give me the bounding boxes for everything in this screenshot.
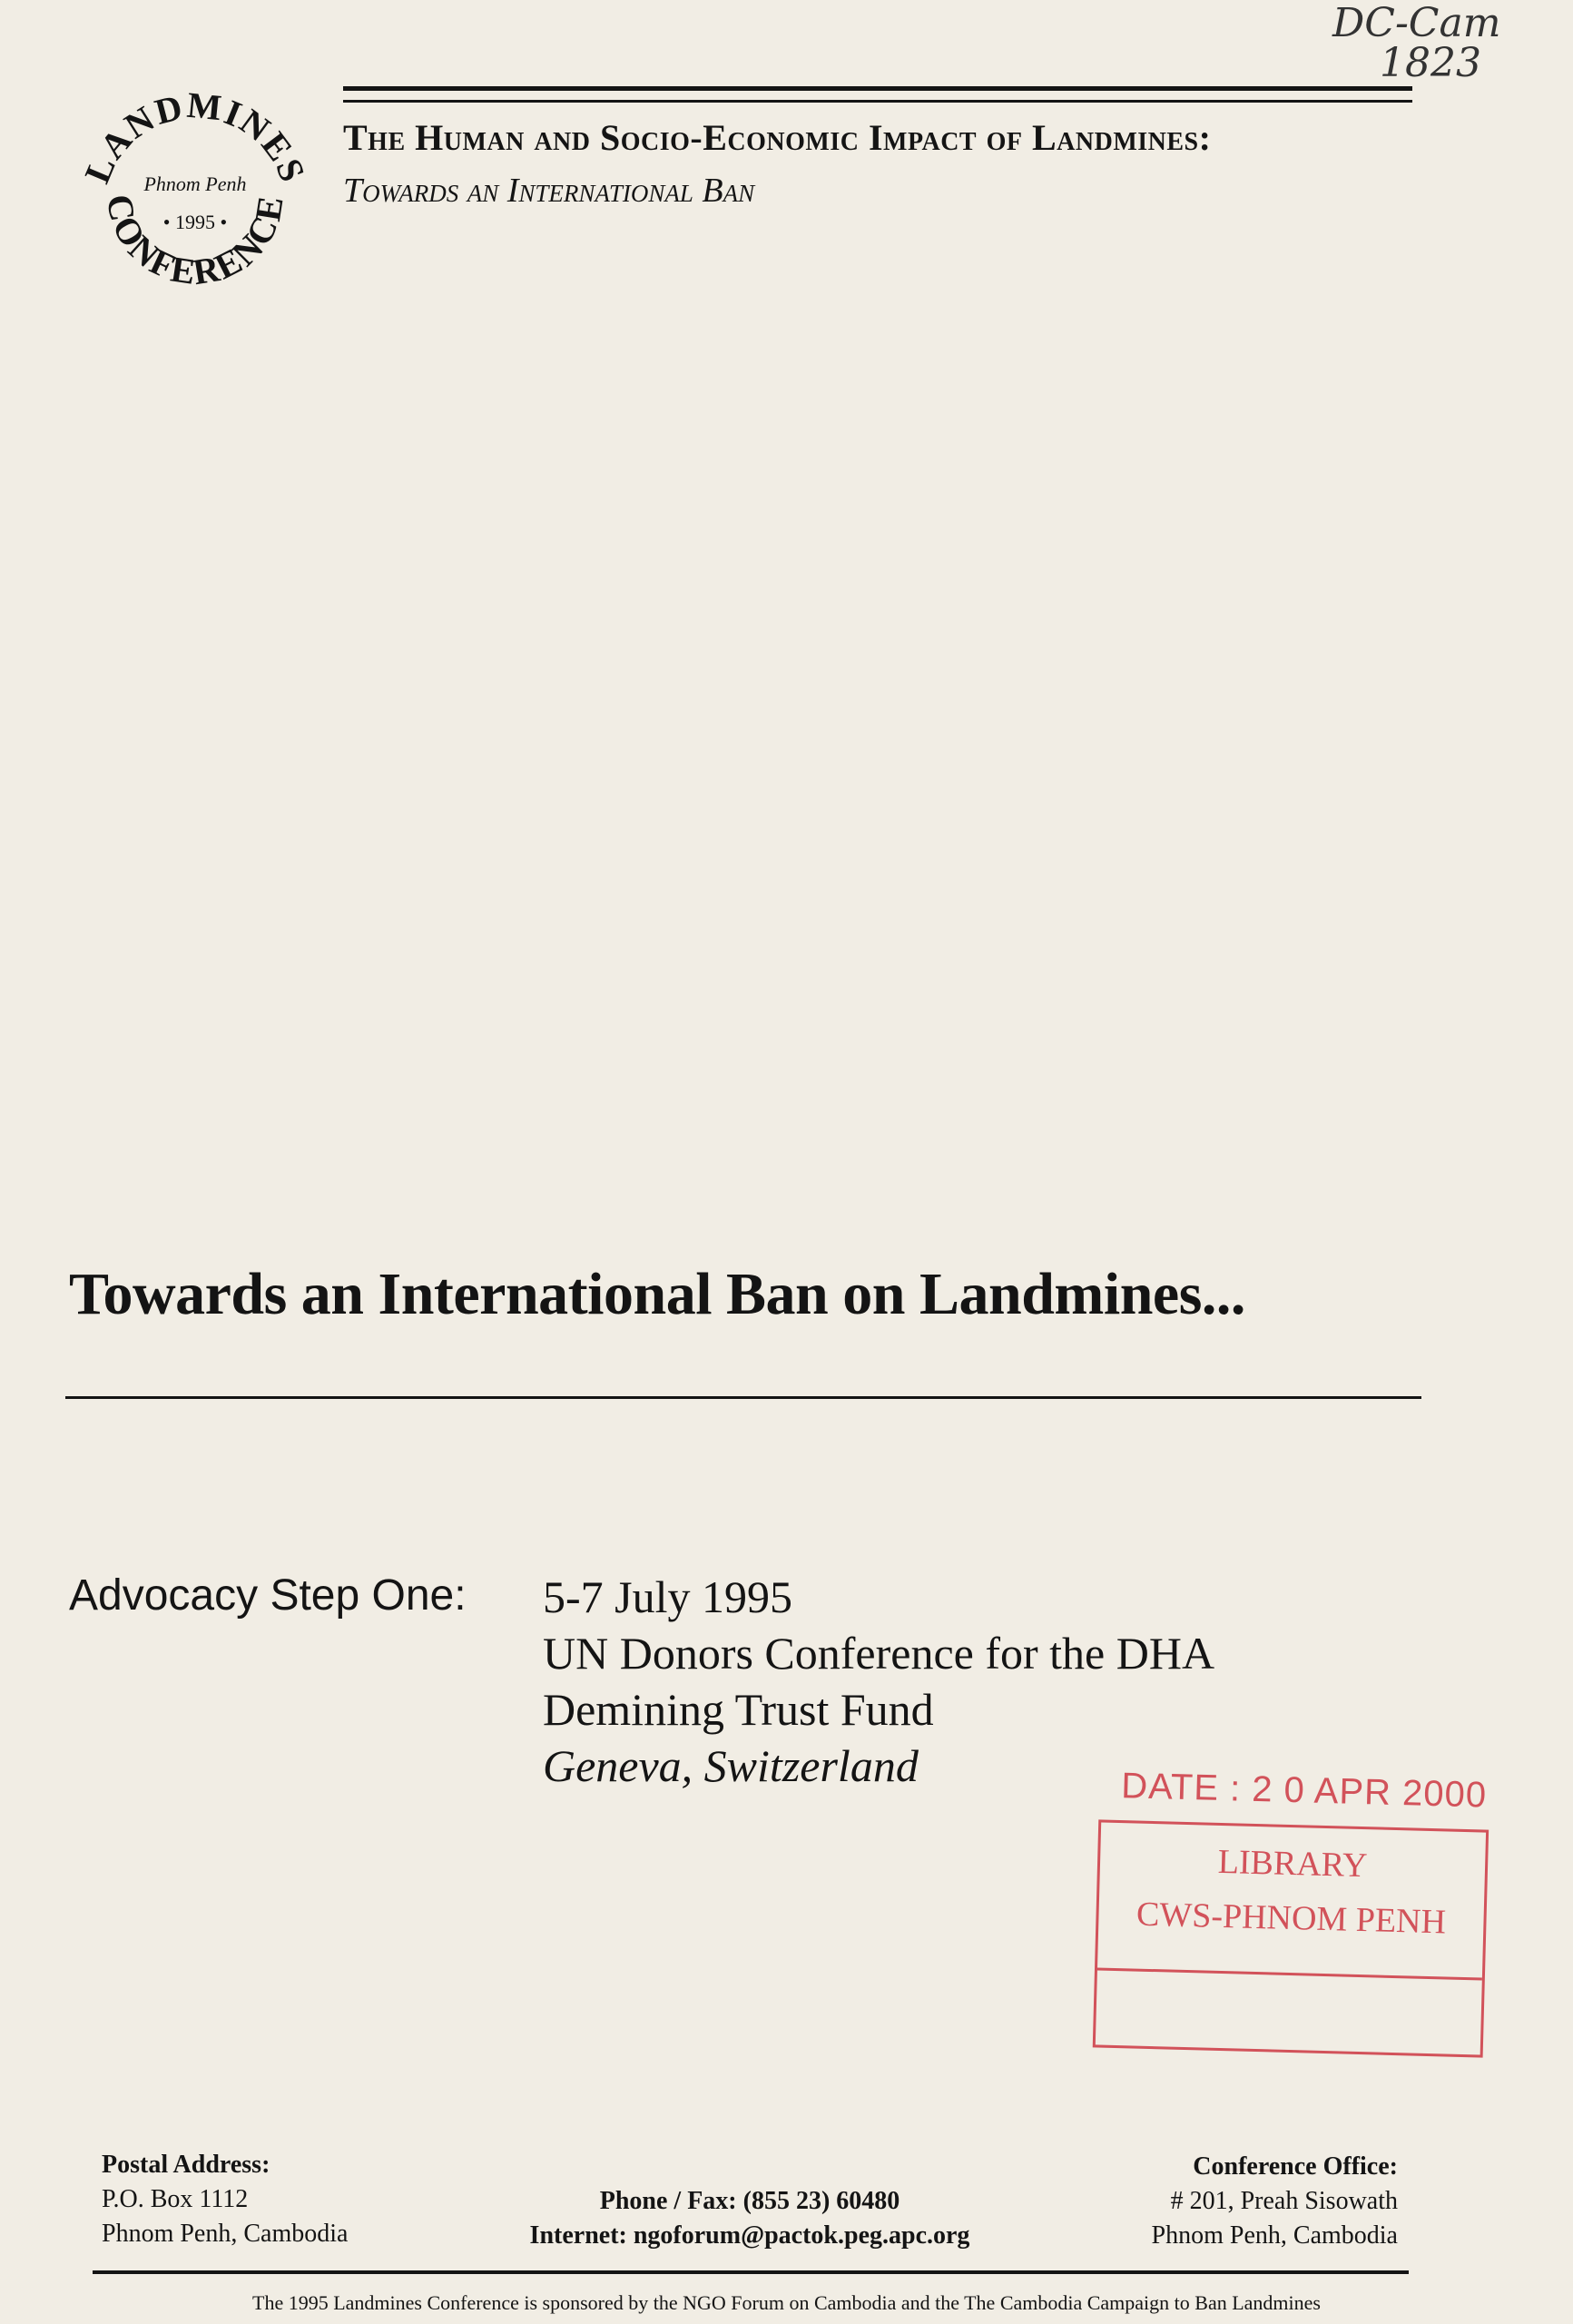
handwritten-note-line2: 1823 xyxy=(1380,40,1481,86)
advocacy-date: 5-7 July 1995 xyxy=(543,1571,792,1622)
postal-line1: P.O. Box 1112 xyxy=(102,2185,249,2213)
stamp-library: LIBRARY xyxy=(1217,1842,1368,1886)
stamp-frame xyxy=(1093,1819,1489,2057)
advocacy-label: Advocacy Step One: xyxy=(69,1571,467,1620)
contact-info xyxy=(514,2184,986,2253)
advocacy-event-line1: UN Donors Conference for the DHA xyxy=(543,1628,1215,1679)
office-line1: # 201, Preah Sisowath xyxy=(1170,2187,1398,2215)
header-rule-bottom xyxy=(343,100,1412,103)
handwritten-note xyxy=(1332,0,1501,86)
main-title: Towards an International Ban on Landmines... xyxy=(69,1261,1245,1327)
header-rule-top xyxy=(343,86,1412,91)
logo-top-arc: LANDMINES xyxy=(76,84,314,189)
library-stamp xyxy=(1093,1747,1489,2056)
title-rule xyxy=(65,1396,1421,1399)
conference-office xyxy=(1071,2150,1398,2253)
office-heading: Conference Office: xyxy=(1193,2152,1398,2181)
stamp-divider xyxy=(1097,1967,1482,1980)
logo-bottom-arc: CONFERENCE xyxy=(98,191,291,293)
header-subtitle: Towards an International Ban xyxy=(343,172,755,210)
logo-city: Phnom Penh xyxy=(143,172,247,195)
advocacy-event-line2: Demining Trust Fund xyxy=(543,1684,934,1735)
postal-line2: Phnom Penh, Cambodia xyxy=(102,2220,349,2248)
header-title: The Human and Socio-Economic Impact of Landmines: xyxy=(343,117,1212,158)
handwritten-note-line1: DC-Cam xyxy=(1332,0,1501,46)
stamp-date: DATE : 2 0 APR 2000 xyxy=(1120,1766,1488,1816)
logo-year: • 1995 • xyxy=(162,211,228,233)
postal-address xyxy=(102,2148,348,2251)
footer-rule xyxy=(93,2270,1409,2274)
stamp-location: CWS-PHNOM PENH xyxy=(1136,1895,1447,1942)
advocacy-location: Geneva, Switzerland xyxy=(543,1740,919,1791)
sponsor-line: The 1995 Landmines Conference is sponsored by the NGO Forum on Cambodia and the The Cambodia Campaign to Ban Landmines xyxy=(252,2291,1321,2314)
phone-fax: Phone / Fax: (855 23) 60480 xyxy=(599,2187,900,2215)
postal-heading: Postal Address: xyxy=(102,2151,270,2179)
internet-address[interactable]: Internet: ngoforum@pactok.peg.apc.org xyxy=(529,2221,970,2250)
office-line2: Phnom Penh, Cambodia xyxy=(1151,2221,1398,2250)
conference-logo xyxy=(73,73,318,318)
svg-text:CONFERENCE xyxy=(99,192,291,292)
internet-line xyxy=(514,2219,986,2253)
